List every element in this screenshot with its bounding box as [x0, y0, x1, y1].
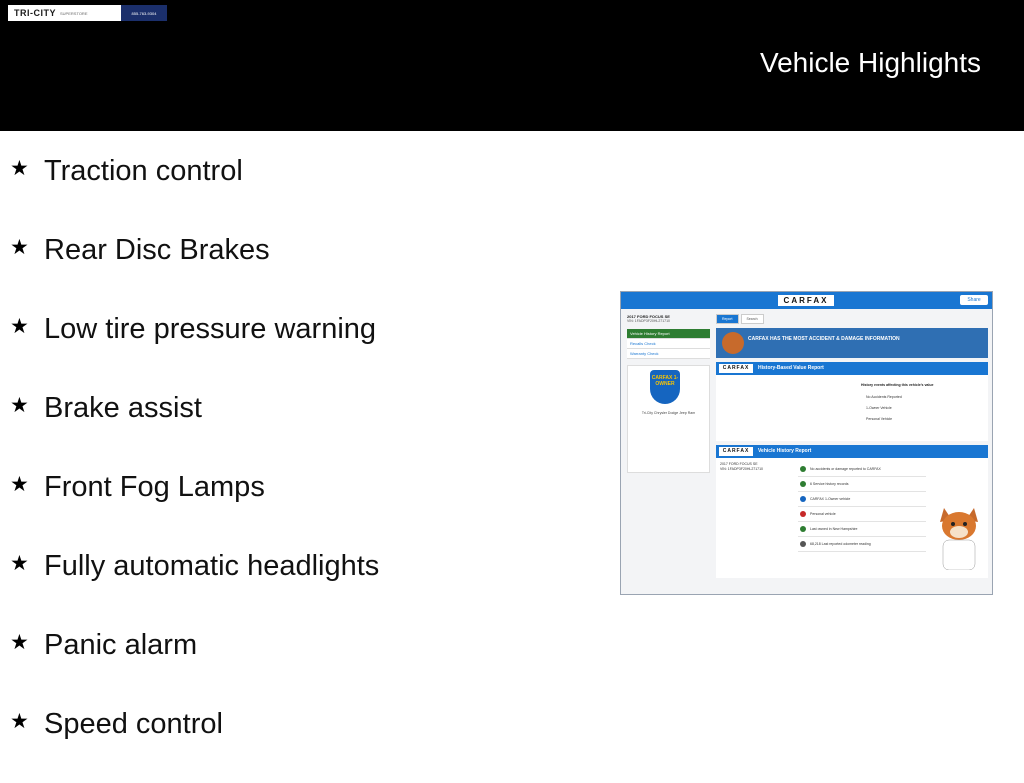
history-title: History events affecting this vehicle's value	[861, 383, 934, 387]
feature-item	[10, 625, 379, 704]
vhr-rows	[798, 462, 926, 552]
star-icon: ★	[10, 473, 29, 496]
nav-recalls[interactable]: Recalls Check	[627, 339, 710, 349]
nav-vehicle-history[interactable]: Vehicle History Report	[627, 329, 710, 339]
vhr-row[interactable]: 68,218 Last reported odometer reading	[798, 537, 926, 552]
star-icon: ★	[10, 710, 29, 733]
vhr-row[interactable]: 6 Service history records	[798, 477, 926, 492]
fox-mascot-icon	[934, 502, 984, 570]
vhr-row[interactable]: Personal vehicle	[798, 507, 926, 522]
feature-list	[10, 151, 379, 783]
carfax-small-logo: CARFAX	[719, 447, 753, 456]
feature-label: Brake assist	[44, 392, 202, 424]
vehicle-name: 2017 FORD FOCUS SE	[627, 314, 670, 319]
feature-label: Rear Disc Brakes	[44, 234, 270, 266]
logo-subtitle: SUPERSTORE	[60, 10, 88, 16]
feature-item	[10, 309, 379, 388]
report-tabs	[716, 314, 988, 324]
dealer-name: Tri-City Chrysler Dodge Jeep Ram	[641, 411, 696, 415]
tab-search[interactable]: Search	[741, 314, 764, 324]
share-button[interactable]: Share	[960, 295, 988, 305]
carfax-topbar	[621, 292, 992, 309]
dealer-logo[interactable]	[8, 5, 167, 21]
feature-item	[10, 546, 379, 625]
star-icon: ★	[10, 394, 29, 417]
banner-text: CARFAX HAS THE MOST ACCIDENT & DAMAGE INFORMATION	[748, 336, 900, 342]
report-sidebar	[627, 314, 710, 473]
star-icon: ★	[10, 552, 29, 575]
vhr-body	[716, 458, 988, 578]
vhr-vin: VIN: 1FADP3F20HL271710	[720, 467, 763, 471]
star-icon: ★	[10, 157, 29, 180]
vhr-title: Vehicle History Report	[758, 448, 812, 454]
feature-label: Speed control	[44, 708, 223, 740]
report-main	[716, 314, 988, 582]
header-bar	[0, 0, 1024, 131]
feature-label: Traction control	[44, 155, 243, 187]
history-item: No Accidents Reported	[866, 395, 902, 399]
one-owner-shield-icon: CARFAX 1-OWNER	[650, 370, 680, 404]
value-report-title: History-Based Value Report	[758, 365, 824, 371]
vhr-row[interactable]: CARFAX 1-Owner vehicle	[798, 492, 926, 507]
nav-warranty[interactable]: Warranty Check	[627, 349, 710, 359]
vehicle-history-section	[716, 445, 988, 578]
vhr-vehicle-info	[720, 462, 795, 472]
vhr-row[interactable]: Last owned in New Hampshire	[798, 522, 926, 537]
feature-label: Panic alarm	[44, 629, 198, 661]
feature-label: Fully automatic headlights	[44, 550, 380, 582]
value-report-section	[716, 362, 988, 441]
star-icon: ★	[10, 315, 29, 338]
star-icon: ★	[10, 236, 29, 259]
logo-phone-badge: 855-763-9304	[121, 5, 167, 21]
tab-report[interactable]: Report	[716, 314, 739, 324]
history-events	[716, 375, 988, 441]
feature-item	[10, 151, 379, 230]
carfax-report-thumbnail[interactable]	[620, 291, 993, 595]
page-title: Vehicle Highlights	[759, 47, 981, 78]
feature-label: Front Fog Lamps	[44, 471, 265, 503]
feature-item	[10, 388, 379, 467]
vhr-vehicle-name: 2017 FORD FOCUS SE	[720, 462, 758, 466]
report-banner	[716, 328, 988, 358]
carfax-logo: CARFAX	[778, 295, 834, 306]
feature-item	[10, 704, 379, 783]
feature-item	[10, 467, 379, 546]
feature-item	[10, 230, 379, 309]
value-report-header	[716, 362, 988, 375]
carfax-small-logo: CARFAX	[719, 364, 753, 373]
vhr-header	[716, 445, 988, 458]
fox-mascot-icon	[722, 332, 744, 354]
vehicle-vin: VIN: 1FADP3F20HL271710	[627, 319, 670, 323]
vhr-row[interactable]: No accidents or damage reported to CARFAX	[798, 462, 926, 477]
feature-label: Low tire pressure warning	[44, 313, 377, 345]
dealer-card	[627, 365, 710, 473]
logo-brand: TRI-CITY	[14, 8, 56, 18]
history-item: Personal Vehicle	[866, 417, 893, 421]
history-item: 1-Owner Vehicle	[866, 406, 892, 410]
star-icon: ★	[10, 631, 29, 654]
